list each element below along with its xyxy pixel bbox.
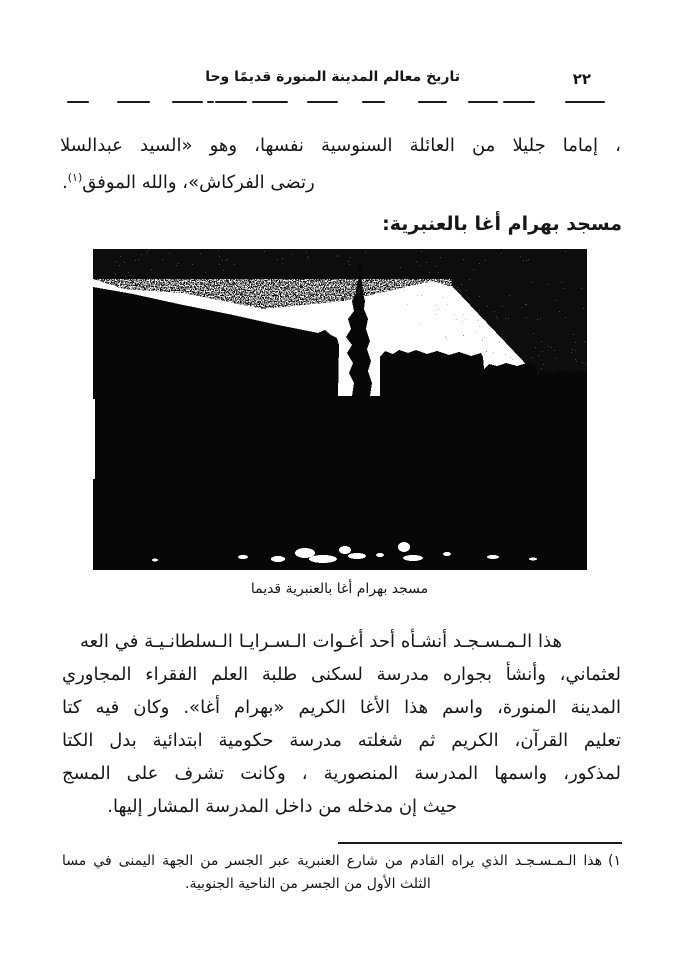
running-header-title: تاريخ معالم المدينة المنورة قديمًا وحا	[205, 69, 460, 85]
footnote-line-2: الثلث الأول من الجسر من الناحية الجنوبية.	[185, 876, 431, 892]
body-line-1: هذا الـمـسـجـد أنشـأه أحد أغـوات الـسـرايـا الـسلطانـيـة في العه	[80, 631, 562, 652]
header-rule-segment	[207, 101, 214, 103]
intro-paragraph-line-1: ، إماما جليلا من العائلة السنوسية نفسها، وهو «السيد عبدالسلا	[60, 135, 621, 156]
intro-line-2-text: رتضى الفركاش»، والله الموفق	[82, 172, 315, 193]
footnote-reference: (١)	[67, 171, 83, 184]
body-line-5: لمذكور، واسمها المدرسة المنصورية ، وكانت تشرف على المسج	[62, 763, 621, 784]
mosque-photo-art	[93, 249, 587, 570]
body-line-4: تعليم القرآن، الكريم ثم شغلته مدرسة حكومية ابتدائية بدل الكتا	[62, 730, 621, 751]
mosque-photograph	[93, 249, 587, 570]
section-heading: مسجد بهرام أغا بالعنبرية:	[382, 213, 622, 235]
footnote-line-1-text: هذا الـمـسـجـد الذي يراه القادم من شارع العنبرية عبر الجسر من الجهة اليمنى في مسا	[62, 853, 602, 869]
header-rule	[55, 100, 624, 104]
header-rule-segment	[67, 101, 89, 103]
photo-noise-left	[93, 249, 213, 295]
body-line-3: المدينة المنورة، واسم هذا الأغا الكريم «بهرام أغا». وكان فيه كتا	[62, 697, 621, 718]
page-number: ٢٢	[572, 70, 591, 88]
header-rule-segment	[252, 101, 288, 103]
footnote-separator	[338, 842, 622, 844]
header-rule-segment	[565, 101, 605, 103]
intro-paragraph-line-2	[62, 168, 315, 198]
body-line-6: حيث إن مدخله من داخل المدرسة المشار إليها.	[107, 796, 457, 817]
photo-caption: مسجد بهرام أغا بالعنبرية قديما	[250, 581, 429, 597]
header-rule-segment	[307, 101, 338, 103]
intro-line-2-end: .	[62, 172, 68, 193]
header-rule-segment	[117, 101, 150, 103]
header-rule-segment	[172, 101, 203, 103]
header-rule-segment	[503, 101, 535, 103]
minaret-finial	[359, 263, 361, 277]
header-rule-segment	[468, 101, 498, 103]
body-line-2: لعثماني، وأنشأ بجواره مدرسة لسكنى طلبة العلم الفقراء المجاوري	[62, 664, 621, 685]
header-rule-segment	[362, 101, 385, 103]
header-rule-segment	[418, 101, 447, 103]
footnote-marker: ١)	[608, 853, 621, 869]
footnote-line-1	[62, 850, 621, 873]
header-rule-segment	[215, 101, 247, 103]
